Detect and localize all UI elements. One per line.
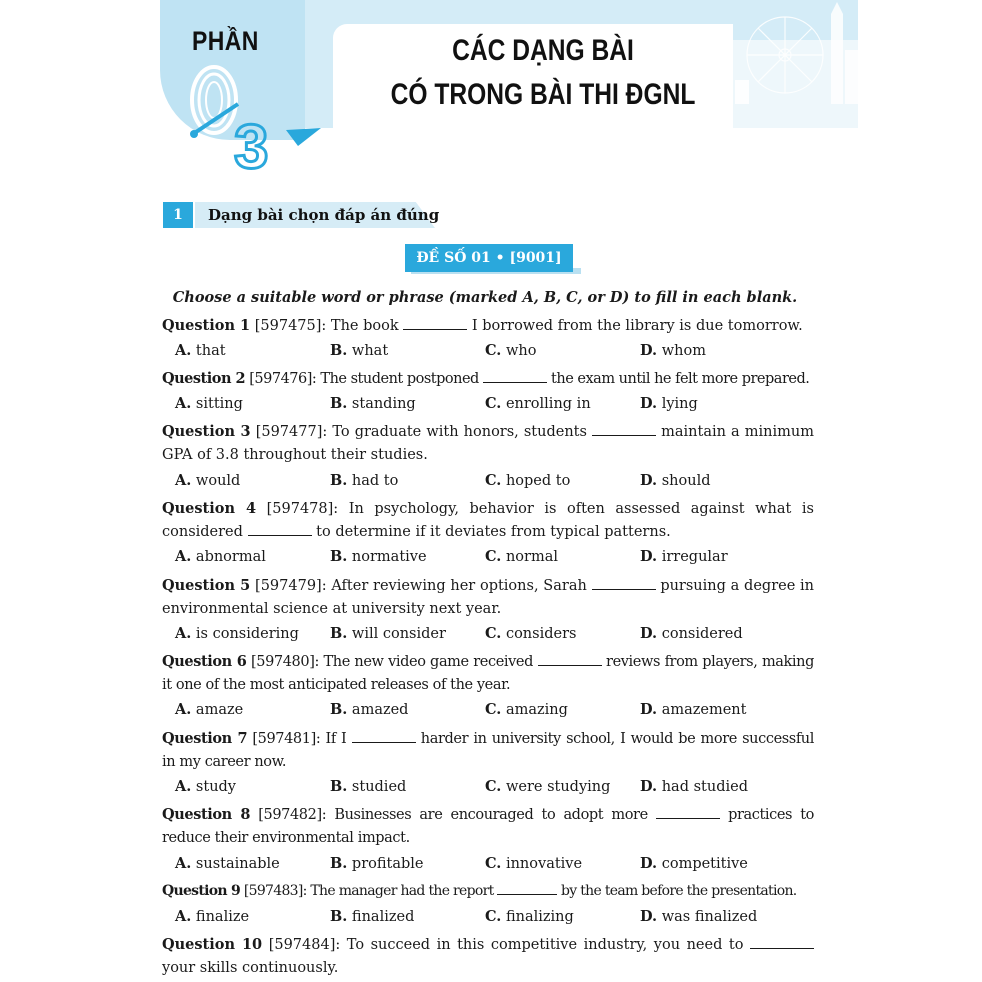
question-10: Question 10 [597484]: To succeed in this competitive industry, you need to your skills continuously.: [162, 933, 814, 980]
option-b: B. what: [330, 342, 389, 359]
part-label: PHẦN: [192, 26, 259, 56]
option-b: B. studied: [330, 778, 407, 795]
svg-text:3: 3: [234, 113, 269, 175]
option-c: C. considers: [485, 625, 577, 642]
question-2: Question 2 [597476]: The student postponed the exam until he felt more prepared.: [162, 370, 810, 387]
option-b: B. standing: [330, 395, 416, 412]
option-c: C. innovative: [485, 855, 583, 872]
question-7: Question 7 [597481]: If I harder in university school, I would be more successful in my career now.: [162, 730, 814, 770]
answer-blank: [248, 523, 312, 536]
option-c: C. amazing: [485, 701, 568, 718]
question-9: Question 9 [597483]: The manager had the report by the team before the presentation.: [162, 883, 797, 899]
answer-blank: [483, 370, 547, 383]
option-a: A. study: [175, 778, 237, 795]
option-a: A. is considering: [175, 625, 299, 642]
page-title-line-2: CÓ TRONG BÀI THI ĐGNL: [390, 78, 696, 111]
option-c: C. who: [485, 342, 537, 359]
option-a: A. that: [175, 342, 226, 359]
answer-blank: [403, 317, 467, 330]
question-8: Question 8 [597482]: Businesses are encouraged to adopt more practices to reduce their environmental impact.: [162, 806, 814, 846]
option-d: D. amazement: [640, 701, 747, 718]
answer-blank: [538, 653, 602, 666]
option-c: C. were studying: [485, 778, 611, 795]
answer-blank: [592, 577, 656, 590]
page-title-line-1: CÁC DẠNG BÀI: [452, 34, 634, 67]
option-a: A. finalize: [175, 908, 250, 925]
option-b: B. amazed: [330, 701, 409, 718]
option-a: A. sitting: [175, 395, 243, 412]
section-title: Dạng bài chọn đáp án đúng: [208, 206, 440, 224]
option-d: D. had studied: [640, 778, 748, 795]
answer-blank: [656, 806, 720, 819]
question-1: Question 1 [597475]: The book I borrowed from the library is due tomorrow.: [162, 317, 803, 334]
option-c: C. normal: [485, 548, 558, 565]
option-a: A. abnormal: [175, 548, 266, 565]
answer-blank: [750, 936, 814, 949]
option-d: D. irregular: [640, 548, 728, 565]
option-b: B. finalized: [330, 908, 415, 925]
option-c: C. finalizing: [485, 908, 574, 925]
question-4: Question 4 [597478]: In psychology, behavior is often assessed against what is considered to determine if it deviates from typical patterns.: [162, 500, 814, 540]
option-d: D. was finalized: [640, 908, 758, 925]
answer-blank: [592, 423, 656, 436]
answer-blank: [352, 730, 416, 743]
city-skyline-illustration: [735, 0, 860, 128]
test-badge: ĐỀ SỐ 01 • [9001]: [405, 244, 573, 272]
option-b: B. had to: [330, 472, 399, 489]
option-a: A. amaze: [175, 701, 244, 718]
option-a: A. would: [175, 472, 241, 489]
option-d: D. whom: [640, 342, 706, 359]
option-d: D. considered: [640, 625, 743, 642]
question-3: Question 3 [597477]: To graduate with honors, students maintain a minimum GPA of 3.8 throughout their studies.: [162, 423, 814, 463]
option-b: B. profitable: [330, 855, 424, 872]
question-6: Question 6 [597480]: The new video game received reviews from players, making it one of the most anticipated releases of the year.: [162, 653, 814, 693]
option-d: D. lying: [640, 395, 698, 412]
option-b: B. will consider: [330, 625, 446, 642]
option-c: C. enrolling in: [485, 395, 591, 412]
option-c: C. hoped to: [485, 472, 571, 489]
option-a: A. sustainable: [175, 855, 280, 872]
instruction-text: Choose a suitable word or phrase (marked A, B, C, or D) to fill in each blank.: [172, 289, 798, 306]
option-d: D. should: [640, 472, 711, 489]
answer-blank: [497, 882, 557, 895]
option-d: D. competitive: [640, 855, 748, 872]
option-b: B. normative: [330, 548, 427, 565]
question-5: Question 5 [597479]: After reviewing her options, Sarah pursuing a degree in environmental science at university next year.: [162, 577, 815, 617]
section-number: 1: [163, 202, 193, 228]
part-number-graphic: [186, 60, 321, 175]
